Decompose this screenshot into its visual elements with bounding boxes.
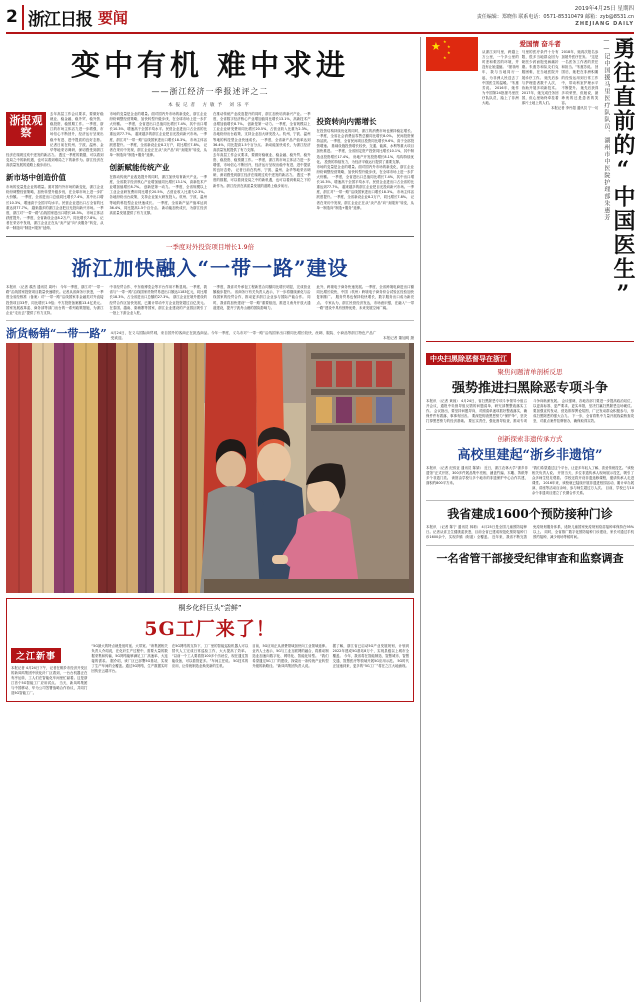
- vaccine-body: 本报讯 （记者 陈宁 通讯员 林莉） 4月25日是全国儿童预防接种日。记者从省卫生健康委获悉，目前全省已建成规范化预防接种门诊1600余个，实现乡镇（街道）全覆盖。 近年来，我省不断完善免疫规划服务体系，适龄儿童国家免疫规划疫苗接种率保持在95%以上。 同时，全省推广数字化预防接种门诊建设，家长可通过手机预约接种，减少现场等候时间。: [426, 525, 634, 540]
- divider-2: [6, 320, 414, 321]
- lead-section-1-title: 新市场中创造价值: [6, 173, 66, 183]
- lead-col-3b: 去年高层工作会议要求，要做好稳就业、稳金融、稳外贸、稳外资、稳投资、稳预期工作。一季度，浙江的市场主体活力进一步增强，市场信心不断回升，经济运行呈现出稳中有进、进中提质的良好态势。 记者日前在杭州、宁波、温州、金华等地采访调研，深切感受到浙江经济在爬坡过坎中迸发的新活力。 透过一季度的数据，可以看到变局之中的新机遇，也可以看到难局之下的新作为。浙江经济在高质量发展的道路上稳步前行。: [213, 152, 311, 188]
- patriot-col-1: 从浙江到马里，跨越上万公里，一个多公里的时差和艰苦的环境，并没有让她退缩。 “援非两年，我与当地同行一起，为非洲人民送去了中国医生的温暖。”朱惠芳说。 2016年，她作为中国第24批援马里医疗队队员，踏上了非洲大地。: [482, 50, 519, 106]
- discipline-headline: 一名省管干部接受纪律审查和监察调查: [436, 551, 624, 565]
- feiyi-col-1: 本报讯 （记者 纪驭亚 通讯员 陈婧） 近日，浙江农林大学“浙乡非遗馆”正式开馆，300多件展品集中亮相，涵盖竹编、木雕、剪纸等多个非遗门类。 该馆由学校与多个地市的非遗保护中心合作共建，面积约800平方米。: [426, 465, 528, 485]
- patriot-subhead: ——记中国援马里医疗队队员、湖州市中医院护理部朱惠芳: [602, 37, 610, 221]
- photo-caption: 4月24日，在义乌国际商贸城，来自国外的客商正在挑选商品。今年一季度，义乌市对“一带一路”沿线国家出口额同比增长较快，丝绸、服装、小商品等浙江特色产品广受欢迎。: [110, 330, 377, 340]
- patriot-credit: 本报记者 李丹超 通讯员 宁一坊: [551, 106, 599, 111]
- opinion-flag: 浙报观察: [6, 112, 46, 146]
- g5-col-5: 据了解，浙江省已启动5G产业发展规划，计划到2022年建成5G基站8万个，实现县级以上城市全覆盖。 今年，我省将在智能制造、智慧城市、智慧交通、智慧医疗等领域开展5G应用示范。 5G时代正加速到来，更多的“5G工厂”将在之江大地涌现。: [332, 643, 410, 669]
- g5-kicker: 桐乡化纤巨头“尝鲜”: [178, 603, 242, 612]
- story2-col-3: 一季度，我省对外承包工程新签合同额同比增长明显，完成营业额稳步提升。 省商务厅有关负责人表示，下一步将继续深化与沿线国家的经贸合作，推动更多浙江企业参与国际产能合作。 同时，我省将加快建设“一带一路”重要枢纽，推进义甬舟开放大通道建设，提升宁波舟山港的国际影响力。: [213, 285, 311, 310]
- feiyi-col-2: “我们希望通过这个平台，让更多年轻人了解、喜爱传统技艺。”该校相关负责人说。 开馆当天，多位非遗传承人现场展示技艺，吸引了众多师生驻足观看。 学校还将开设非遗选修课程，邀请传承人走进课堂。 2016年来，该校就已陆续开展非遗进校园活动，累计举办展演、讲座等活动百余场，参与师生超过万人次。 目前，学校已与10余个非遗项目建立了长期合作关系。: [532, 465, 634, 496]
- feiyi-headline: 高校里建起“浙乡非遗馆”: [457, 447, 603, 463]
- g5-col-3: 在5G网络的支持下，工厂里的智能巡检机器人可以替代人工完成日常巡检工作，大大提高了效率。 “以前一个工人要看管100多个纺丝位，现在通过智能设备，可以看管更多。”车间主任说。 5G技术的应用，让传统制造业焕发新的生机。: [171, 643, 249, 669]
- page-number: 2: [6, 6, 18, 27]
- patriot-headline: 勇往直前的“中国医生”: [610, 37, 636, 309]
- divider-right-1: [426, 341, 634, 342]
- divider-1: [6, 236, 414, 237]
- saohei-headline: 强势推进扫黑除恶专项斗争: [451, 381, 608, 396]
- lead-headline: 变中有机 难中求进: [70, 48, 350, 82]
- lead-col-1: 去年高层工作会议要求，要做好稳就业、稳金融、稳外贸、稳外资、稳投资、稳预期工作。一季度，浙江的市场主体活力进一步增强，市场信心不断回升，经济运行呈现出稳中有进、进中提质的良好态势。 记者日前在杭州、宁波、温州、金华等地采访调研，深切感受到浙江经济在爬坡过坎中迸发的新活力。 透过一季度的数据，可以看到变局之中的新机遇，也可以看到难局之下的新作为。浙江经济在高质量发展的道路上稳步前行。: [6, 112, 104, 168]
- lead-col-2b: 在推动传统产业改造提升的同时，浙江加快培育新兴产业。一季度，全省数字经济核心产业增加值同比增长13.1%，高新技术产业增加值增长8.7%。 创新是第一动力。一季度，全省规模以上工业企业研发费用同比增长20.5%，占营业收入比重为2.3%。 各地纷纷出台政策，支持企业加大研发投入。杭州、宁波、温州等地的科技型企业快速成长。 一季度，全省新产品产值率达到36.4%，同比提高1.5个百分点。 新动能加快成长，为浙江经济高质量发展提供了有力支撑。: [109, 174, 207, 215]
- lead-byline: 本报记者 方敏予 刘乐平: [168, 103, 252, 108]
- story2-col-2: 中非经贸合作、中东欧博览会等平台作用不断显现。一季度，我省与“一带一路”沿线国家货物贸易进出口额达1183亿元，同比增长18.3%，占全省进出口总额的27.3%。 浙江企业在境外建设的经贸合作区加快发展，已累计带动中方企业投资超过百亿美元。 在泰国、越南、柬埔寨等国家，浙江企业建设的产业园区吸引了一批上下游企业入驻。: [109, 285, 207, 315]
- flag-star-large: ★: [431, 40, 441, 53]
- saohei-kicker: 聚焦问题清单剖析反思: [497, 368, 563, 376]
- lead-col-4: 在投资结构持续优化的同时，浙江的消费市场也保持稳定增长。一季度，全省社会消费品零售总额同比增长8.0%。 民间投资保持活跃。一季度，全省民间项目投资同比增长9.6%，高于全部投资增速。 基础设施投资增长较快，交通、能源、水利等重大项目加快推进。 一季度，全省固定资产投资同比增长10.1%，其中制造业投资增长17.4%。 房地产开发投资增长8.1%，结构持续优化。 投资的持续发力，为经济平稳运行提供了重要支撑。: [316, 129, 414, 164]
- masthead: [6, 4, 634, 34]
- left-column: [6, 37, 421, 1002]
- saohei-redbar: 中央扫黑除恶督导在浙江: [426, 353, 511, 365]
- story2-kicker: 一季度对外投资项目增长1.9倍: [165, 243, 255, 252]
- pinyin-name: ZHEJIANG DAILY: [575, 21, 634, 28]
- saohei-redbar-wrap: [426, 346, 634, 365]
- g5-col-1: 本报记者 4月24日下午，记者在桐乡市经济开发区的新凤鸣集团中欣化纤厂区看到，一台台机器正在有序运转，工人们在智能化车间里忙碌着。这是浙江首个5G智能工厂应用试点。 当天，新凤鸣集团与中国移动、华为公司签署战略合作协议，共同打造5G智能工厂。: [11, 665, 88, 696]
- date-line: 2019年4月25日 星期四: [574, 6, 634, 13]
- saohei-body: 本报讯 （记者 黄琼） 4月24日，省扫黑除恶专项斗争领导小组召开会议，通报中央督导组反馈的问题清单，研究部署整改落实工作。 会议指出，要坚持问题导向，对照清单逐项抓好整改落实，确保件件有着落、事事有回音。 要深挖彻查黑恶势力“保护伞”，坚决打掉黑恶势力的经济基础。 要压实责任，强化督导检查，推动专项斗争向纵深发展。 会议强调，各地各部门要进一步提高政治站位，以更高标准、更严要求、更实举措，坚决打赢扫黑除恶这场硬仗。 要加强宣传发动，营造浓厚舆论氛围，广泛发动群众积极参与，形成扫黑除恶的强大合力。 下一步，全省将集中力量开展线索核查攻坚，对重点案件挂牌督办，确保取得实效。: [426, 399, 634, 424]
- lead-col-1b: 市场的变量是企业的增量。面对国内外市场的新变化，浙江企业纷纷调整经营策略，加快转型升级步伐，在全球市场上进一步扩大份额。 一季度，全省进出口总值同比增长7.4%，其中出口增长10.3%，增速高于全国平均水平。民营企业进出口占全省的比重达到77.7%。 越来越多的浙江企业把目光投向新兴市场。一季度，浙江对“一带一路”沿线国家进出口增长18.3%。 市场主体活跃度提升。一季度，全省新设企业8.2万户，同比增长7.8%。 记者在采访中发现，浙江企业正在从“卖产品”向“卖服务”转变，从单一制造向“制造+服务”延伸。: [6, 185, 104, 231]
- lead-subhead: ——浙江经济一季报述评之二: [151, 87, 269, 96]
- flag-star-4: ★: [443, 55, 447, 60]
- story2-col-4: 此外，跨境电子商务快速发展。一季度，全省跨境电商进出口额同比增长较快，中国（杭州）跨境电子商务综合试验区经验加快复制推广。 服务贸易也保持较快增长，数字服务出口成为新亮点。 专家认为，浙江民营经济发达，市场意识强，在融入“一带一路”建设中具有独特优势，未来发展空间广阔。: [316, 285, 414, 310]
- feiyi-kicker: 创新探索非遗传承方式: [497, 434, 563, 443]
- paper-name: 浙江日报: [27, 9, 92, 30]
- flag-star-2: ★: [447, 44, 451, 49]
- lead-section-2-title: 创新赋能传统产业: [109, 162, 170, 172]
- photo-title: 浙货畅销“一带一路”: [6, 326, 107, 340]
- flag-star-3: ★: [447, 50, 451, 55]
- nameplate: [22, 5, 128, 30]
- section-name: 要闻: [97, 8, 128, 27]
- lead-col-3: 在推动传统产业改造提升的同时，浙江加快培育新兴产业。一季度，全省数字经济核心产业增加值同比增长13.1%，高新技术产业增加值增长8.7%。 创新是第一动力。一季度，全省规模以上工业企业研发费用同比增长20.5%，占营业收入比重为2.3%。 各地纷纷出台政策，支持企业加大研发投入。杭州、宁波、温州等地的科技型企业快速成长。 一季度，全省新产品产值率达到36.4%，同比提高1.5个百分点。 新动能加快成长，为浙江经济高质量发展提供了有力支撑。: [213, 112, 311, 152]
- photo-credit: 本报记者 董旭明 摄: [382, 335, 414, 340]
- vaccine-headline: 我省建成1600个预防接种门诊: [447, 507, 613, 522]
- g5-col-4: 目前，5G应用正从消费领域加快向工业领域延伸。业内人士表示，5G与工业互联网的融合，将推动制造业加速向数字化、网络化、智能化转型。 “我们希望通过5G工厂的建设，探索出一条传统产业转型升级的新路径。”新凤鸣集团负责人说。: [252, 643, 329, 669]
- patriot-kicker: 爱国情 奋斗者: [519, 40, 561, 48]
- lead-col-2: 市场的变量是企业的增量。面对国内外市场的新变化，浙江企业纷纷调整经营策略，加快转型升级步伐，在全球市场上进一步扩大份额。 一季度，全省进出口总值同比增长7.4%，其中出口增长10.3%，增速高于全国平均水平。民营企业进出口占全省的比重达到77.7%。 越来越多的浙江企业把目光投向新兴市场。一季度，浙江对“一带一路”沿线国家进出口增长18.3%。 市场主体活跃度提升。一季度，全省新设企业8.2万户，同比增长7.8%。 记者在采访中发现，浙江企业正在从“卖产品”向“卖服务”转变，从单一制造向“制造+服务”延伸。: [109, 112, 207, 157]
- divider-right-3: [426, 500, 634, 501]
- patriot-col-3: 2018年，她再次报名参加援外医疗任务。 “这是一名医务工作者的责任和担当。”朱惠芳说。 回国后，她把在非洲积累的经验运用到日常工作中，带动科室护理水平不断提升。 她先后获得多项荣誉，但她说，最珍贵的还是患者的笑容。: [561, 50, 599, 106]
- china-flag-icon: [426, 37, 478, 71]
- g5-col-2: “5G最大的特点就是低时延、大带宽。”该集团相关负责人介绍说，在化纤生产过程中，需要大量的数据采集和传输，5G网络能够满足工厂高速率、大连接的需求。 据介绍，该厂区已部署5G基站，实现了生产车间的全覆盖。通过5G网络，生产数据实时回传至云端平台。: [91, 643, 168, 674]
- right-column: [421, 37, 634, 1002]
- lead-section-3-title: 投资转向内需增长: [316, 117, 377, 126]
- divider-right-2: [426, 429, 634, 430]
- g5-story-box: [6, 598, 414, 702]
- photo-header: [6, 325, 414, 341]
- photo-illustration: [6, 343, 409, 593]
- story2-headline: 浙江加快融入“一带一路”建设: [71, 256, 349, 281]
- masthead-meta: [477, 5, 634, 28]
- g5-headline: 5G工厂来了！: [144, 617, 276, 640]
- divider-right-4: [426, 545, 634, 546]
- story2-col-1: 本报讯 （记者 翁杰 通讯员 周玲） 今年一季度，浙江对“一带一路”沿线国家投资项目数量快速增长。记者从省商务厅获悉，一季度全省经核准（备案）对“一带一路”沿线国家非金融类对外直接投资项目33件，同比增长1.9倍；中方投资备案额13.4亿美元。 国家发展改革委、商务部等部门出台的一系列政策措施，为浙江企业“走出去”提供了有力支持。: [6, 285, 104, 315]
- flag-star-1: ★: [443, 39, 447, 44]
- editor-line: 责任编辑：郑晓伟 联系电话：0571-85310479 邮箱：zyb@8531.cn: [476, 13, 634, 20]
- patriot-col-2: 马里的医疗条件十分有限，很多当地群众因为缺医少药而饱受病痛折磨。朱惠芳和队友们克服困难，在当地医院开展诊疗工作。 她先后参与护理患者数千人次，协助开展多项新技术。 2017年，她完成任务回国，但心里始终牵挂着那片土地上的人们。: [521, 50, 559, 106]
- photo-image: [6, 343, 414, 593]
- g5-section-flag: 之江新事: [11, 648, 61, 663]
- lead-col-4b: 市场的变量是企业的增量。面对国内外市场的新变化，浙江企业纷纷调整经营策略，加快转型升级步伐，在全球市场上进一步扩大份额。 一季度，全省进出口总值同比增长7.4%，其中出口增长10.3%，增速高于全国平均水平。民营企业进出口占全省的比重达到77.7%。 越来越多的浙江企业把目光投向新兴市场。一季度，浙江对“一带一路”沿线国家进出口增长18.3%。 市场主体活跃度提升。一季度，全省新设企业8.2万户，同比增长7.8%。 记者在采访中发现，浙江企业正在从“卖产品”向“卖服务”转变，从单一制造向“制造+服务”延伸。: [316, 164, 414, 210]
